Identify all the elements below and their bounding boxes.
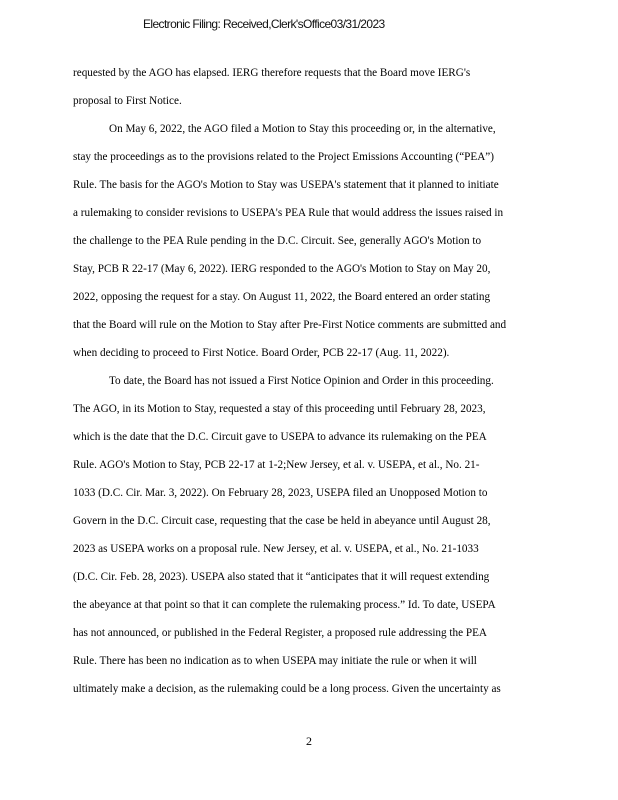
text-line: Rule. The basis for the AGO's Motion to Stay was USEPA's statement that it planned to initiate (73, 179, 499, 191)
text-line: that the Board will rule on the Motion to Stay after Pre-First Notice comments are submitted and (73, 319, 507, 331)
text-line: ultimately make a decision, as the rulemaking could be a long process. Given the uncertainty as (73, 683, 501, 695)
text-line: Stay, PCB R 22-17 (May 6, 2022). IERG responded to the AGO's Motion to Stay on May 20, (73, 263, 491, 275)
text-line: the challenge to the PEA Rule pending in the D.C. Circuit. See, generally AGO's Motion to (73, 235, 482, 247)
text-line: the abeyance at that point so that it can complete the rulemaking process.” Id. To date, USEPA (73, 599, 496, 611)
paragraph-start-line: To date, the Board has not issued a First Notice Opinion and Order in this proceeding. (109, 375, 494, 387)
text-line: Govern in the D.C. Circuit case, requesting that the case be held in abeyance until August 28, (73, 515, 491, 527)
text-line: The AGO, in its Motion to Stay, requested a stay of this proceeding until February 28, 2023, (73, 403, 486, 415)
text-line: 2022, opposing the request for a stay. On August 11, 2022, the Board entered an order stating (73, 291, 491, 303)
text-line: when deciding to proceed to First Notice. Board Order, PCB 22-17 (Aug. 11, 2022). (73, 347, 450, 359)
paragraph-start-line: On May 6, 2022, the AGO filed a Motion to Stay this proceeding or, in the alternative, (109, 123, 496, 135)
text-line: 2023 as USEPA works on a proposal rule. New Jersey, et al. v. USEPA, et al., No. 21-1033 (73, 543, 479, 555)
text-line: (D.C. Cir. Feb. 28, 2023). USEPA also stated that it “anticipates that it will request extending (73, 571, 490, 583)
page-number: 2 (306, 734, 312, 748)
text-line: 1033 (D.C. Cir. Mar. 3, 2022). On February 28, 2023, USEPA filed an Unopposed Motion to (73, 487, 488, 499)
text-line: proposal to First Notice. (73, 95, 182, 107)
text-line: stay the proceedings as to the provisions related to the Project Emissions Accounting (“PEA”) (73, 151, 494, 163)
text-line: a rulemaking to consider revisions to USEPA's PEA Rule that would address the issues raised in (73, 207, 504, 219)
filing-stamp: Electronic Filing: Received,Clerk'sOffice03/31/2023 (143, 17, 385, 31)
text-line: requested by the AGO has elapsed. IERG therefore requests that the Board move IERG's (73, 67, 471, 79)
text-line: Rule. AGO's Motion to Stay, PCB 22-17 at 1-2;New Jersey, et al. v. USEPA, et al., No. 21- (73, 459, 480, 471)
text-line: has not announced, or published in the Federal Register, a proposed rule addressing the PEA (73, 627, 488, 639)
text-line: which is the date that the D.C. Circuit gave to USEPA to advance its rulemaking on the PEA (73, 431, 487, 443)
text-line: Rule. There has been no indication as to when USEPA may initiate the rule or when it will (73, 655, 477, 667)
